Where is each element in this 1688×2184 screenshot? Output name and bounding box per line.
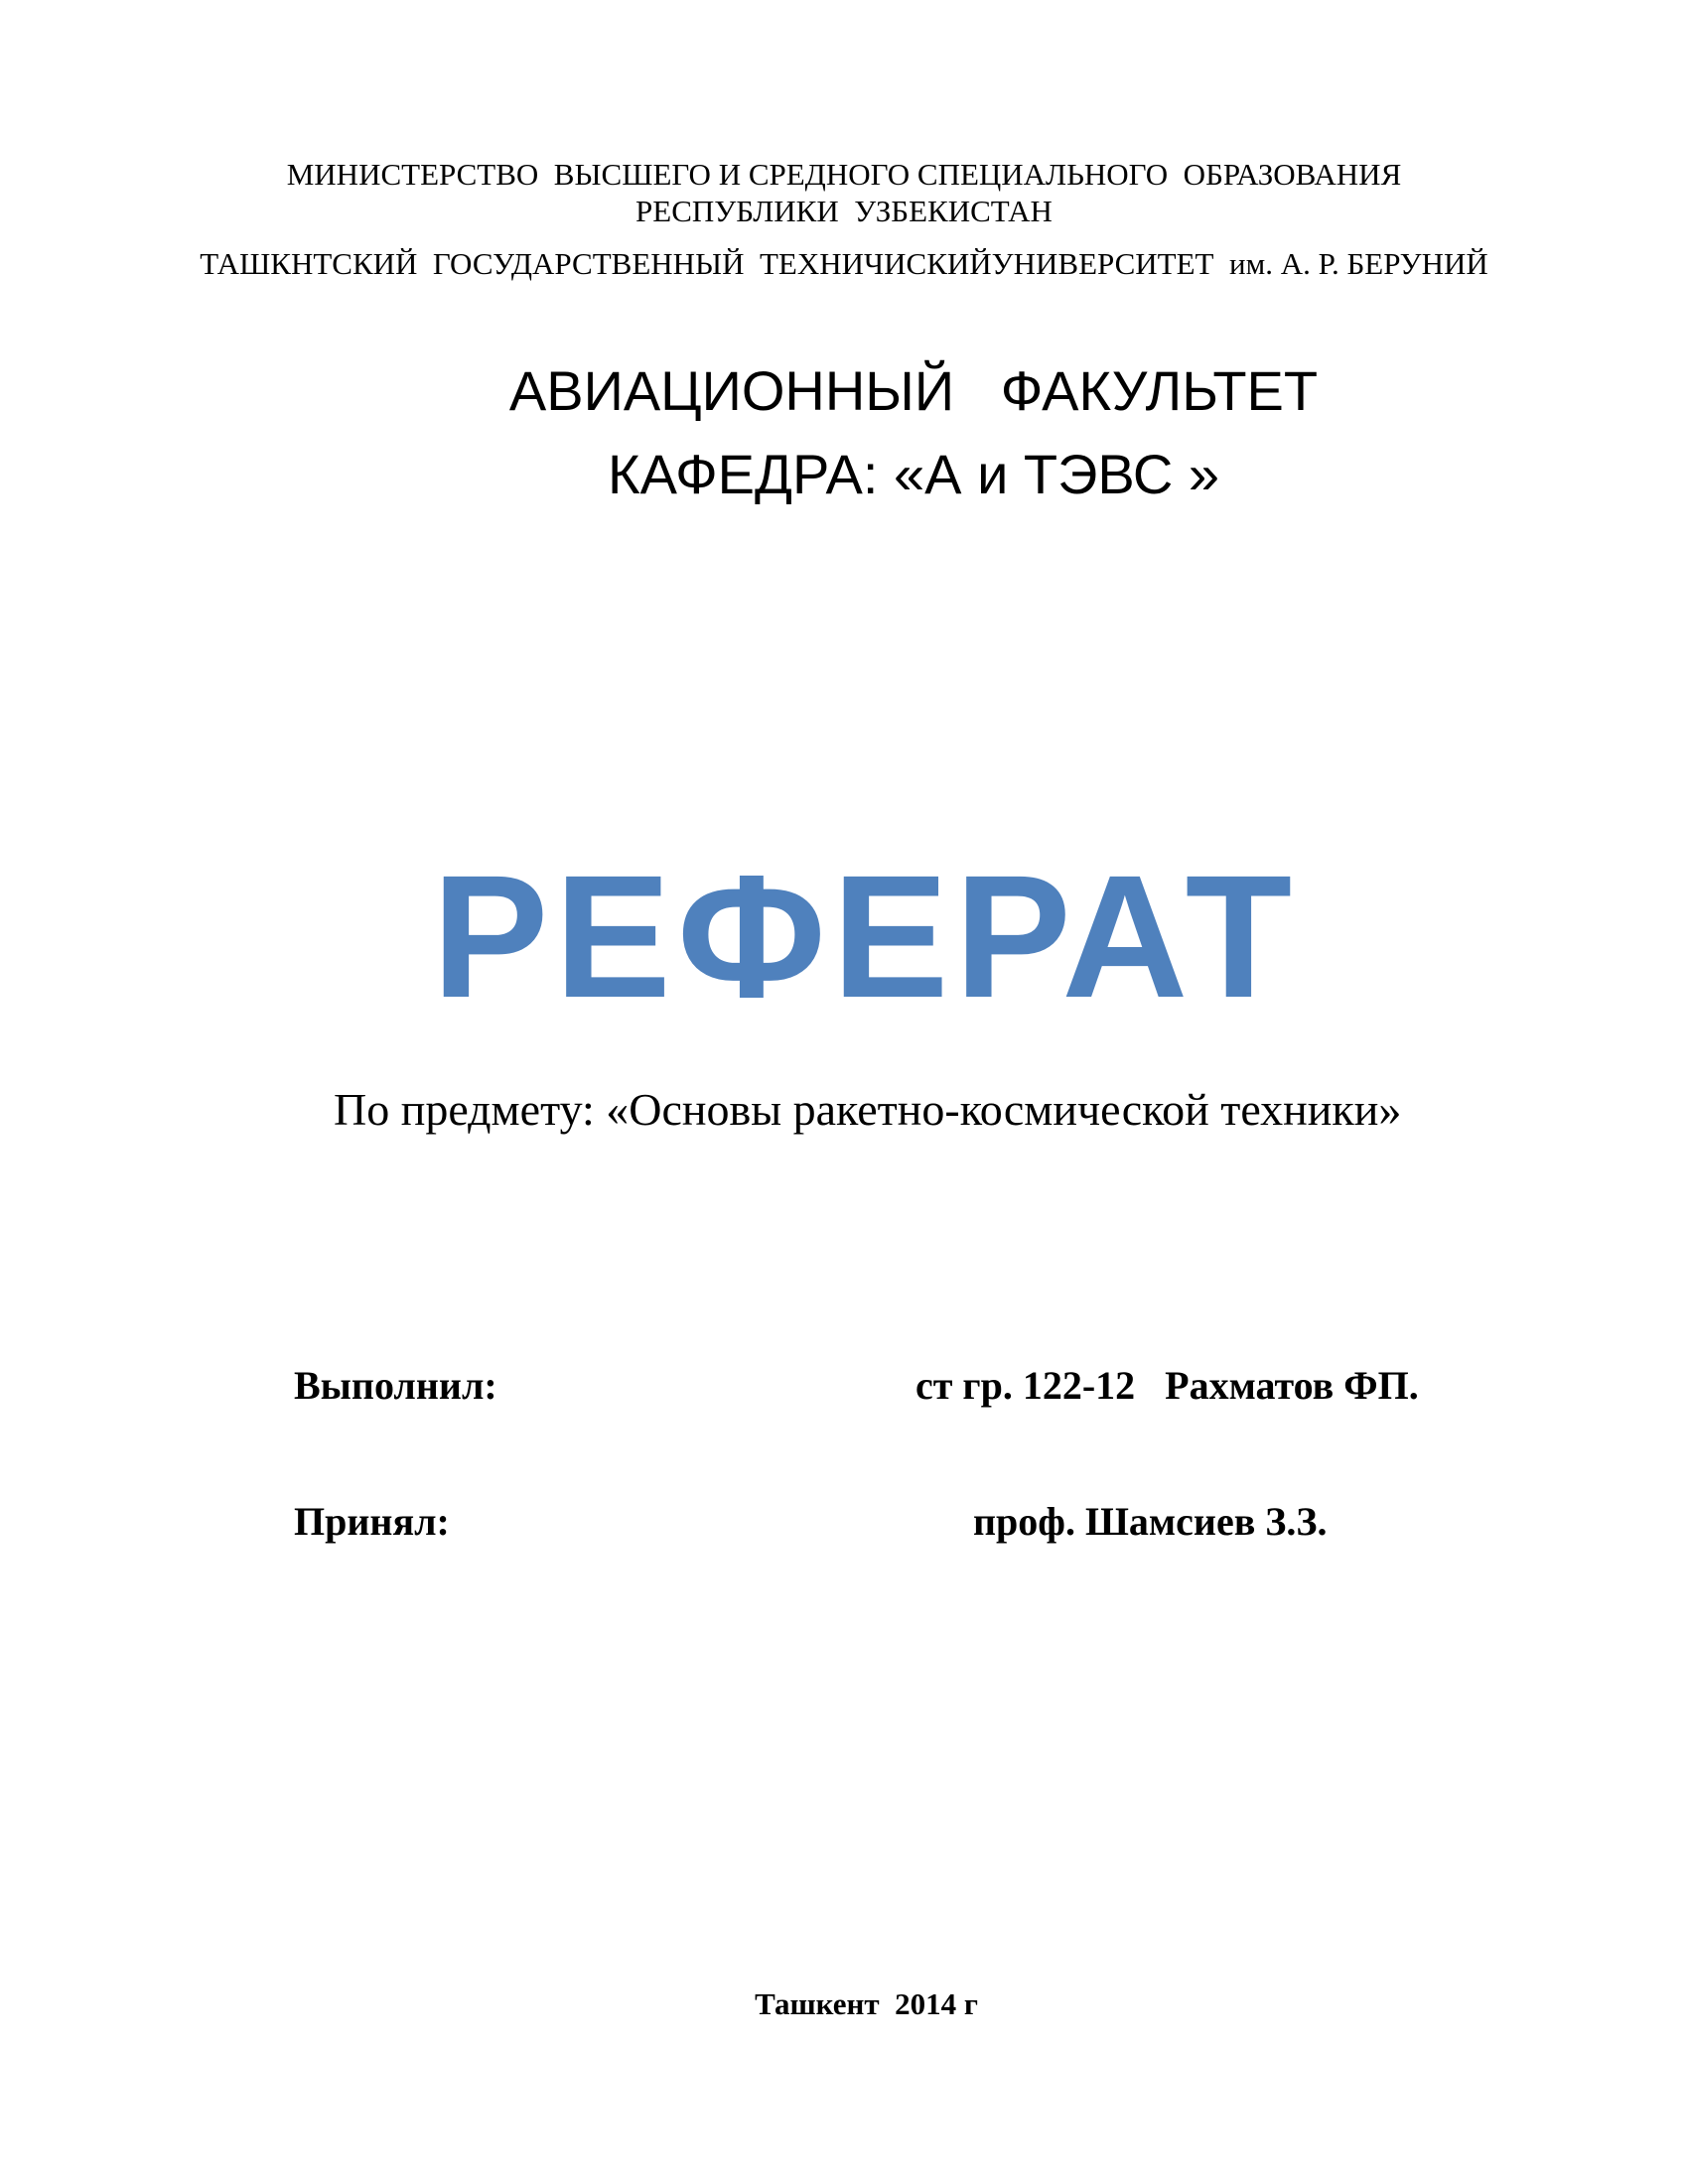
faculty-name: АВИАЦИОННЫЙ ФАКУЛЬТЕТ [508, 359, 1319, 422]
document-title: РЕФЕРАТ [432, 840, 1299, 1034]
ministry-heading-line-1: МИНИСТЕРСТВО ВЫСШЕГО И СРЕДНОГО СПЕЦИАЛЬНОГО ОБРАЗОВАНИЯ [286, 157, 1402, 192]
department-name: КАФЕДРА: «А и ТЭВС » [607, 443, 1220, 505]
subject-line: По предмету: «Основы ракетно-космической техники» [334, 1084, 1402, 1135]
city-and-year: Ташкент 2014 г [755, 1986, 978, 2021]
accepted-by-label: Принял: [294, 1499, 450, 1544]
university-name: ТАШКНТСКИЙ ГОСУДАРСТВЕННЫЙ ТЕХНИЧИСКИЙУНИВЕРСИТЕТ им. А. Р. БЕРУНИЙ [200, 246, 1488, 281]
performed-by-label: Выполнил: [294, 1363, 497, 1408]
ministry-heading-line-2: РЕСПУБЛИКИ УЗБЕКИСТАН [635, 194, 1053, 228]
accepted-by-value: проф. Шамсиев З.З. [973, 1499, 1328, 1544]
performed-by-value: ст гр. 122-12 Рахматов ФП. [915, 1363, 1419, 1408]
